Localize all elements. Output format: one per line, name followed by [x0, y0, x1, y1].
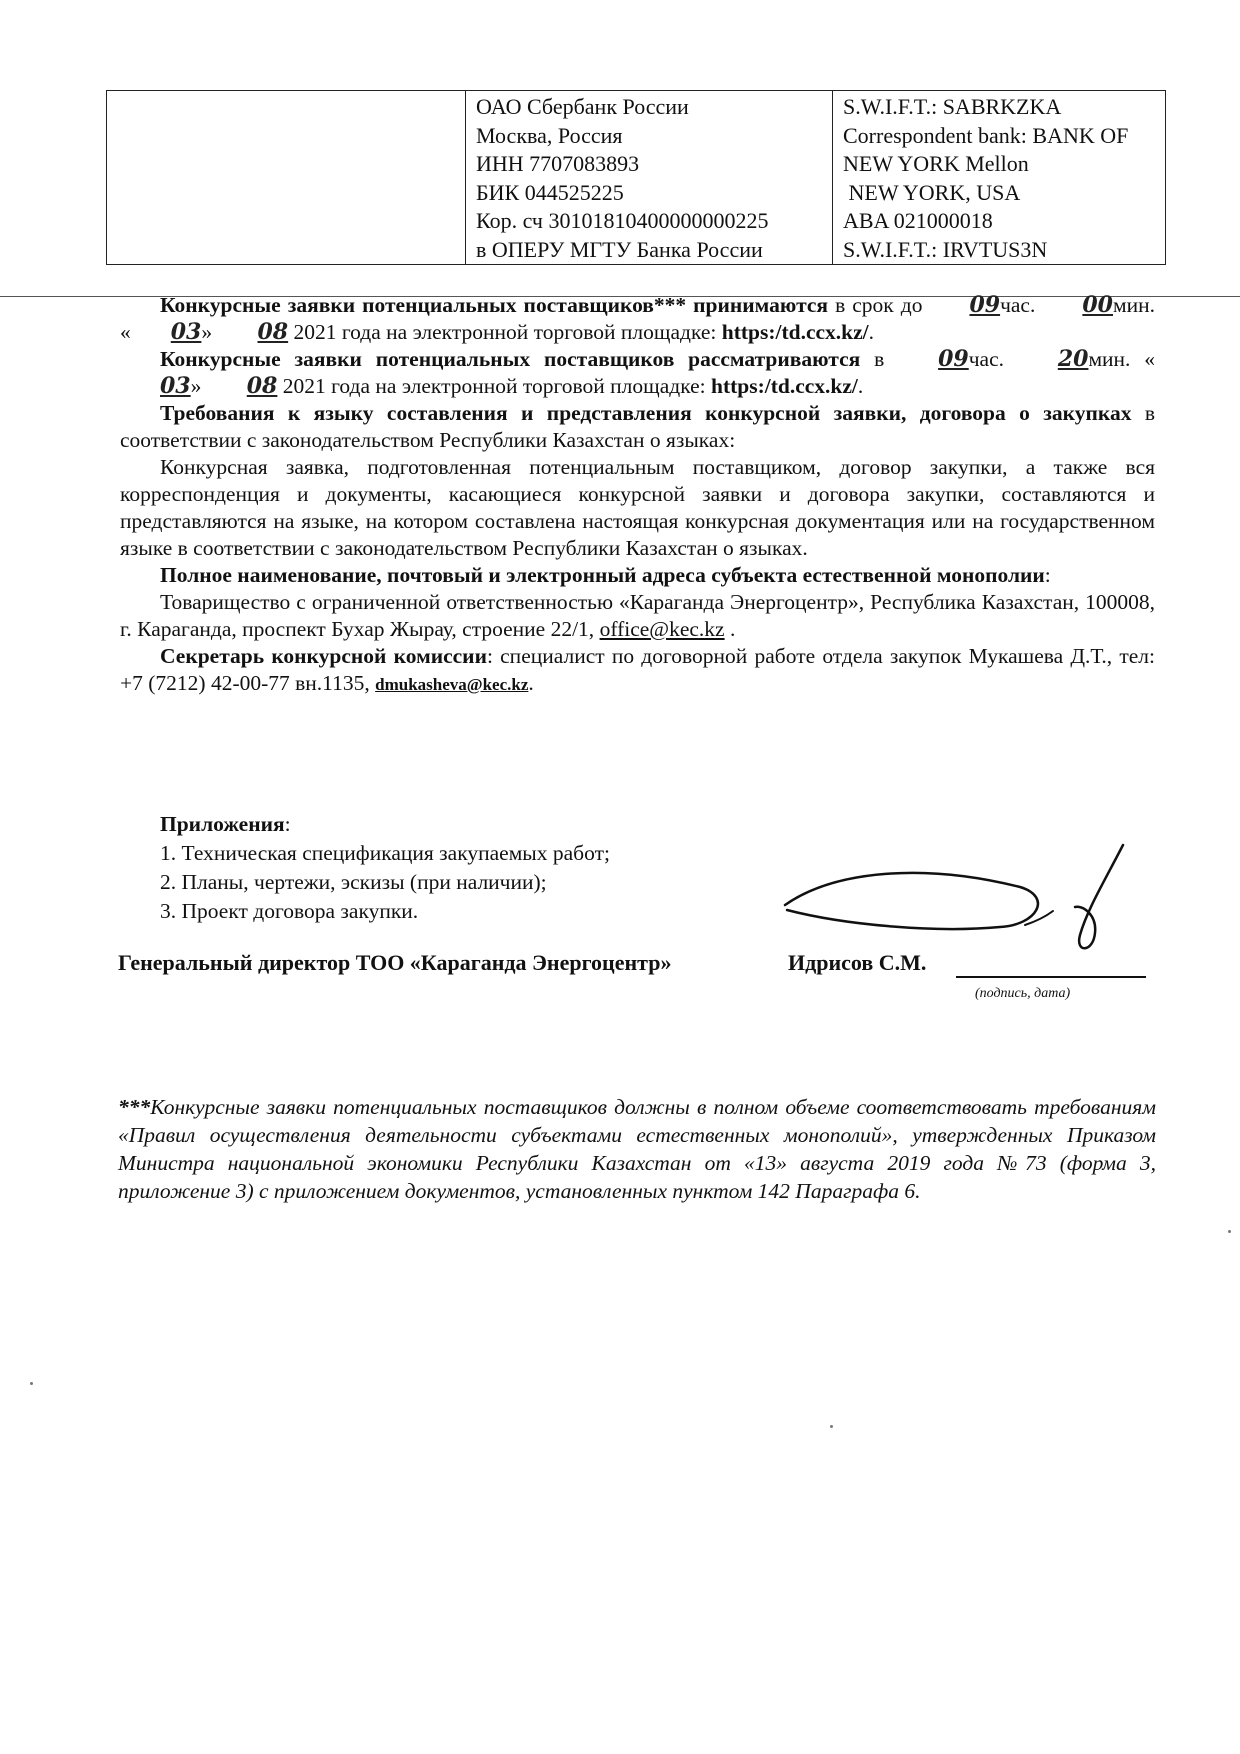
signature-caption: (подпись, дата) — [975, 986, 1071, 1001]
submission-paragraph — [120, 292, 1155, 346]
bold-lead: Требования к языку составления и представления конкурсной заявки, договора о закупках — [160, 401, 1132, 425]
monopoly-address-heading — [120, 562, 1155, 589]
office-email-link[interactable]: office@kec.kz — [599, 617, 725, 641]
review-paragraph — [120, 346, 1155, 400]
scan-speck — [830, 1425, 833, 1428]
text: час. — [1000, 293, 1043, 317]
bold-lead: Конкурсные заявки потенциальных поставщиков рассматриваются — [160, 347, 861, 371]
bank-line: ОАО Сбербанк России — [476, 94, 689, 119]
scan-speck — [1228, 1230, 1231, 1233]
text: . — [857, 374, 864, 398]
text: в — [860, 347, 899, 371]
text: в соответствии с законодательством Республики Казахстан о языках: — [120, 401, 1156, 452]
list-item: 1. Техническая спецификация закупаемых работ; — [160, 841, 610, 865]
director-name: Идрисов С.М. — [788, 950, 927, 975]
table-row — [107, 91, 1166, 265]
bank-line: в ОПЕРУ МГТУ Банка России — [476, 236, 763, 262]
text: 2021 года на электронной торговой площадке: — [288, 320, 722, 344]
appendix-title: Приложения: — [160, 812, 291, 836]
company-address-paragraph — [120, 589, 1155, 643]
signature-underline — [956, 976, 1146, 978]
bank-line: ИНН 7707083893 — [476, 151, 640, 176]
appendix-list — [160, 810, 610, 926]
text: . — [868, 320, 875, 344]
russian-bank-cell — [466, 91, 833, 265]
handwritten-month: 08 — [257, 319, 289, 345]
main-text-block — [120, 292, 1155, 698]
text: . — [724, 617, 736, 641]
secretary-paragraph — [120, 643, 1155, 698]
bold-lead: Секретарь конкурсной комиссии — [160, 644, 487, 668]
text: час. — [968, 347, 1018, 371]
list-item: 3. Проект договора закупки. — [160, 899, 419, 923]
swift-line: S.W.I.F.T.: SABRKZKA — [843, 94, 1062, 119]
list-item: 2. Планы, чертежи, эскизы (при наличии); — [160, 870, 547, 894]
handwritten-month: 08 — [246, 373, 278, 399]
secretary-email-link[interactable]: dmukasheva@kec.kz — [375, 675, 529, 694]
bold-lead: Конкурсные заявки потенциальных поставщиков*** — [160, 293, 687, 317]
platform-url: https:/td.ccx.kz/ — [711, 374, 858, 398]
swift-line: ABA 021000018 — [843, 208, 993, 233]
handwritten-minute: 20 — [1057, 346, 1089, 372]
handwritten-minute: 00 — [1082, 292, 1113, 318]
swift-line: S.W.I.F.T.: IRVTUS3N — [843, 236, 1048, 262]
swift-cell — [833, 91, 1166, 265]
handwritten-day: 03 — [170, 319, 202, 345]
text: 2021 года на электронной торговой площадке: — [277, 374, 711, 398]
handwritten-hour: 09 — [938, 346, 969, 372]
empty-cell — [107, 91, 466, 265]
platform-url: https:/td.ccx.kz/ — [721, 320, 869, 344]
swift-line: NEW YORK Mellon — [843, 151, 1029, 176]
handwritten-day: 03 — [160, 373, 191, 399]
footnote — [118, 1093, 1156, 1205]
bank-line: Кор. сч 30101810400000000225 — [476, 208, 769, 233]
footnote-marker: *** — [118, 1095, 151, 1119]
language-requirements-paragraph — [120, 400, 1155, 454]
bank-details-table — [106, 90, 1166, 265]
text: : — [1044, 563, 1051, 587]
bold-verb: принимаются — [686, 293, 829, 317]
language-details-paragraph: Конкурсная заявка, подготовленная потенциальным поставщиком, договор закупки, а также вся корреспонденция и документы, касающиеся конкурсной заявки и договора закупки, составляются и представляются на языке, на котором составлена настоящая конкурсная документация или на государственном языке в соответствии с законодательством Республики Казахстан о языках. — [120, 455, 1155, 560]
footnote-text: Конкурсные заявки потенциальных поставщиков должны в полном объеме соответствовать требованиям «Правил осуществления деятельности субъектами естественных монополий», утвержденных Приказом Министра национальной экономики Республики Казахстан от «13» августа 2019 года №73 (форма 3, приложение 3) с приложением документов, установленных пунктом 142 Параграфа 6. — [118, 1095, 1156, 1203]
handwritten-hour: 09 — [969, 292, 1001, 318]
swift-line: Correspondent bank: BANK OF — [843, 122, 1129, 148]
handwritten-signature — [775, 835, 1155, 955]
bank-line: БИК 044525225 — [476, 179, 624, 205]
swift-line: NEW YORK, USA — [843, 179, 1021, 205]
bank-line: Москва, Россия — [476, 122, 623, 148]
text: в срок до — [828, 293, 930, 317]
bold-lead: Полное наименование, почтовый и электронный адреса субъекта естественной монополии — [160, 563, 1045, 587]
scan-speck — [30, 1382, 33, 1385]
director-position: Генеральный директор ТОО «Караганда Энергоцентр» — [118, 950, 672, 975]
text: » — [190, 374, 207, 398]
text: . — [528, 671, 534, 695]
text: : специалист по договорной работе отдела закупок Мукашева Д.Т., тел: +7 (7212) 42-00-77 вн.1135, — [120, 644, 1155, 695]
text: » — [201, 320, 218, 344]
text: Товарищество с ограниченной ответственностью «Караганда Энергоцентр», Республика Казахстан, 100008, г. Караганда, проспект Бухар Жырау, строение 22/1, — [120, 590, 1155, 641]
text: мин. « — [1088, 347, 1155, 371]
text: мин. « — [120, 293, 1155, 344]
